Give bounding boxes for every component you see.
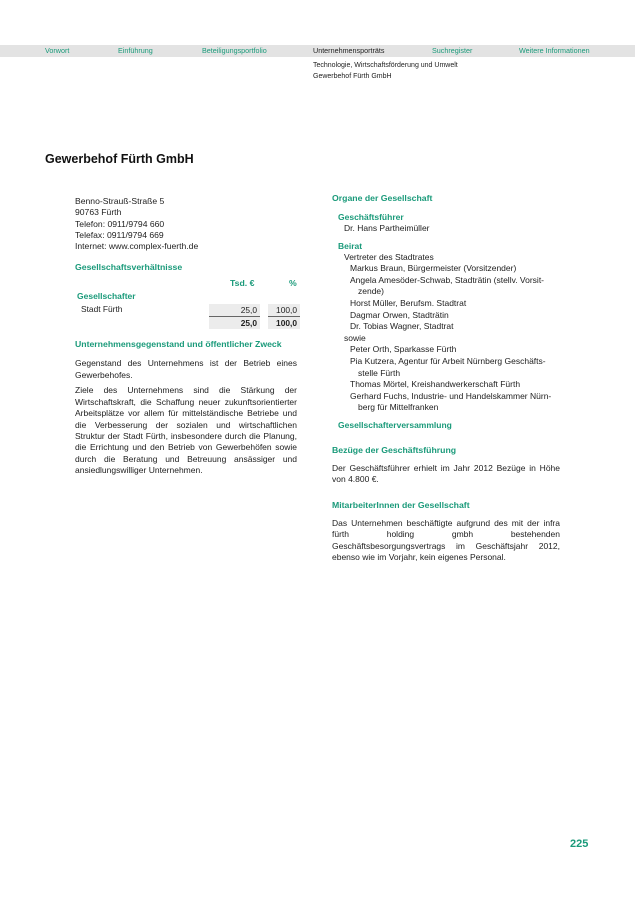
address-phone: Telefon: 0911/9794 660 (75, 218, 165, 229)
purpose-paragraph-1: Gegenstand des Unternehmens ist der Betrieb eines Gewerbehofes. (75, 358, 297, 380)
salary-text: Der Geschäftsführer erhielt im Jahr 2012 Bezüge in Höhe von 4.800 €. (332, 462, 560, 485)
right-column (332, 193, 560, 563)
nav-item-unternehmensportraets[interactable]: Unternehmensporträts (313, 46, 385, 55)
staff-heading: MitarbeiterInnen der Gesellschaft (332, 499, 470, 510)
advisory-board-line: Markus Braun, Bürgermeister (Vorsitzender) (350, 263, 517, 274)
address-city: 90763 Fürth (75, 207, 122, 218)
advisory-board-line: stelle Fürth (358, 367, 401, 378)
salary-heading: Bezüge der Geschäftsführung (332, 444, 457, 455)
shareholder-name: Stadt Fürth (81, 304, 123, 315)
purpose-heading: Unternehmensgegenstand und öffentlicher Zweck (75, 339, 282, 350)
purpose-paragraph-2: Ziele des Unternehmens sind die Stärkung der Wirtschaftskraft, die Schaffung neuer zukunftsorientierter Arbeitsplätze vor allem für mittelständische Betriebe und die Verbesserung der sozialen und wirtschaftlichen Struktur der Stadt Fürth, insbesondere durch die Planung, die Errichtung und den Betrieb von Gewerbehöfen sowie durch die Beratung und Betreuung ansässiger und ansiedlungswilliger Unternehmen. (75, 385, 297, 476)
advisory-board-line: Dagmar Orwen, Stadträtin (350, 309, 449, 320)
total-tsd: 25,0 (209, 317, 260, 329)
page-title: Gewerbehof Fürth GmbH (45, 152, 194, 166)
managing-director-name: Dr. Hans Partheimüller (344, 223, 430, 233)
address-internet: Internet: www.complex-fuerth.de (75, 241, 199, 252)
col-header-tsd: Tsd. € (230, 278, 255, 289)
nav-item-weitere-informationen[interactable]: Weitere Informationen (519, 46, 590, 55)
address-fax: Telefax: 0911/9794 669 (75, 229, 164, 240)
shareholder-percent: 100,0 (268, 304, 300, 316)
advisory-board-line: Peter Orth, Sparkasse Fürth (350, 344, 457, 355)
left-column (75, 196, 297, 477)
address-street: Benno-Strauß-Straße 5 (75, 196, 165, 206)
top-nav-bar (0, 45, 635, 57)
shares-heading: Gesellschaftsverhältnisse (75, 262, 183, 273)
advisory-board-line: Thomas Mörtel, Kreishandwerkerschaft Fürth (350, 379, 521, 390)
nav-item-suchregister[interactable]: Suchregister (432, 46, 473, 55)
advisory-board-list (332, 252, 560, 414)
breadcrumb-company: Gewerbehof Fürth GmbH (313, 73, 392, 80)
advisory-board-line: zende) (358, 286, 384, 297)
page-number: 225 (570, 838, 589, 850)
staff-text: Das Unternehmen beschäftigte aufgrund des mit der infra fürth holding gmbh bestehenden Geschäftsbesorgungsvertrags im Geschäftsjahr 2012, ebenso wie im Vorjahr, kein eigenes Personal. (332, 517, 560, 562)
breadcrumb-section: Technologie, Wirtschaftsförderung und Umwelt (313, 62, 458, 69)
advisory-board-line: sowie (344, 332, 366, 343)
col-header-percent: % (289, 278, 297, 289)
managing-director-heading: Geschäftsführer (338, 212, 404, 222)
advisory-board-line: Pia Kutzera, Agentur für Arbeit Nürnberg Geschäfts- (350, 355, 546, 366)
shareholders-label: Gesellschafter (77, 291, 136, 302)
advisory-board-line: berg für Mittelfranken (358, 402, 439, 413)
advisory-board-line: Dr. Tobias Wagner, Stadtrat (350, 321, 454, 332)
total-percent: 100,0 (268, 317, 300, 329)
advisory-board-line: Horst Müller, Berufsm. Stadtrat (350, 297, 467, 308)
advisory-board-line: Angela Amesöder-Schwab, Stadträtin (stellv. Vorsit- (350, 274, 545, 285)
shareholders-meeting-heading: Gesellschafterversammlung (338, 419, 452, 430)
advisory-board-line: Vertreter des Stadtrates (344, 251, 434, 262)
nav-item-vorwort[interactable]: Vorwort (45, 46, 70, 55)
shares-table (75, 278, 297, 334)
shareholder-tsd: 25,0 (209, 304, 260, 316)
nav-item-einfuehrung[interactable]: Einführung (118, 46, 153, 55)
nav-item-beteiligungsportfolio[interactable]: Beteiligungsportfolio (202, 46, 267, 55)
advisory-board-line: Gerhard Fuchs, Industrie- und Handelskammer Nürn- (350, 390, 552, 401)
advisory-board-heading: Beirat (338, 240, 363, 251)
organs-heading: Organe der Gesellschaft (332, 193, 433, 203)
